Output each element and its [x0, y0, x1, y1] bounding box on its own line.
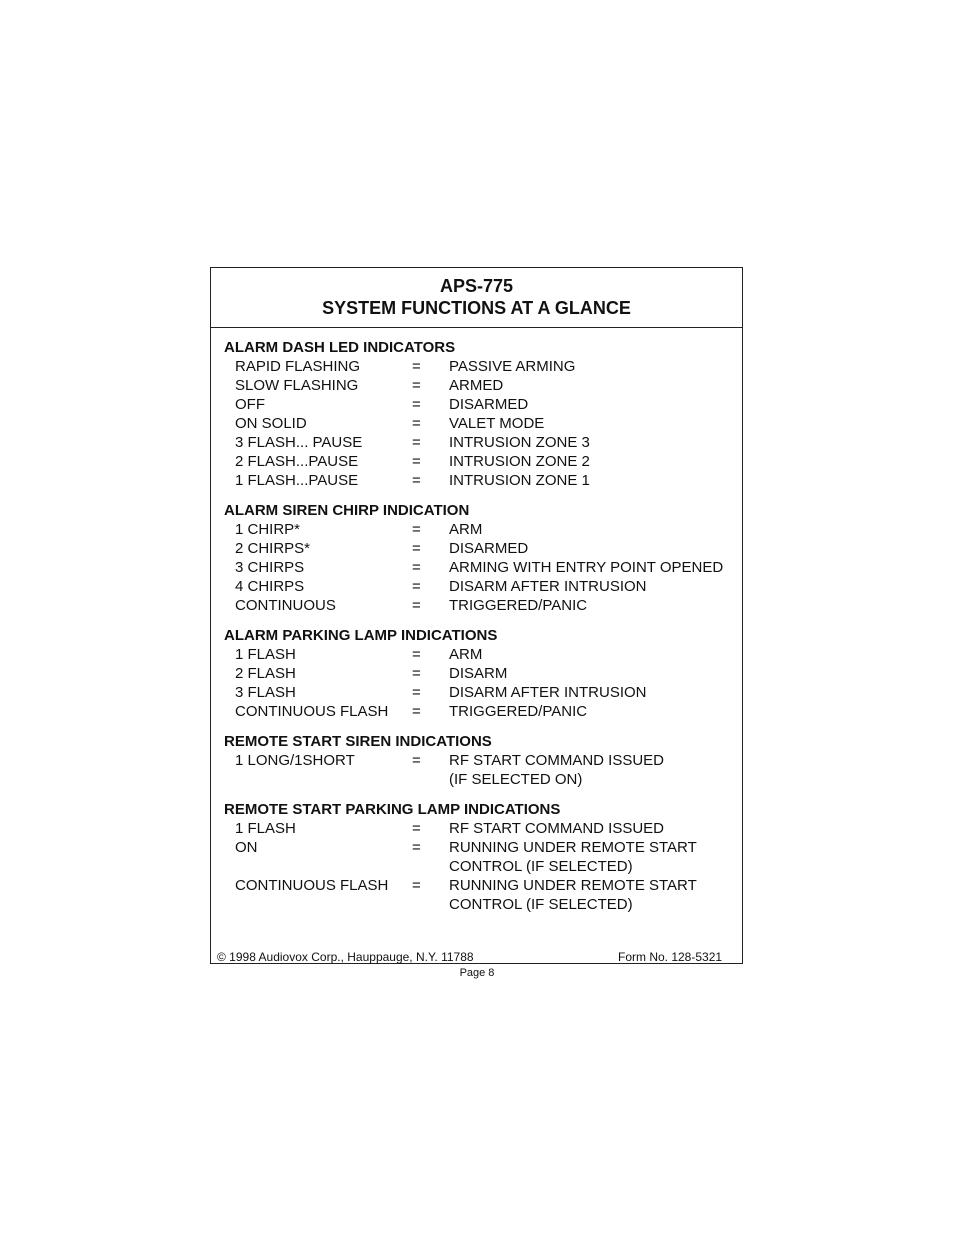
equals-sign: =	[412, 540, 421, 557]
equals-sign: =	[412, 415, 421, 432]
copyright-text: © 1998 Audiovox Corp., Hauppauge, N.Y. 11788	[217, 950, 474, 964]
indicator-row	[224, 414, 734, 433]
indicator-row	[224, 819, 734, 838]
equals-sign: =	[412, 820, 421, 837]
indicator-meaning: INTRUSION ZONE 1	[449, 472, 590, 489]
indicator-signal: 2 FLASH	[235, 665, 296, 682]
equals-sign: =	[412, 578, 421, 595]
indicator-row	[224, 702, 734, 721]
equals-sign: =	[412, 597, 421, 614]
indicator-meaning: RUNNING UNDER REMOTE START	[449, 839, 697, 856]
indicator-row	[224, 376, 734, 395]
equals-sign: =	[412, 703, 421, 720]
indicator-signal: 1 FLASH...PAUSE	[235, 472, 359, 489]
indicator-row	[224, 751, 734, 789]
indicator-row	[224, 471, 734, 490]
indicator-row	[224, 433, 734, 452]
indicator-signal: OFF	[235, 396, 265, 413]
section-title: REMOTE START PARKING LAMP INDICATIONS	[224, 801, 561, 818]
indicator-signal: SLOW FLASHING	[235, 377, 359, 394]
indicator-meaning: DISARM AFTER INTRUSION	[449, 684, 647, 701]
equals-sign: =	[412, 472, 421, 489]
indicator-signal: CONTINUOUS	[235, 597, 336, 614]
sections-list	[224, 338, 734, 925]
equals-sign: =	[412, 839, 421, 856]
indicator-row	[224, 395, 734, 414]
indicator-row	[224, 645, 734, 664]
section	[224, 626, 734, 721]
indicator-meaning: ARM	[449, 521, 483, 538]
equals-sign: =	[412, 684, 421, 701]
indicator-meaning: INTRUSION ZONE 2	[449, 453, 590, 470]
section	[224, 800, 734, 914]
indicator-meaning: ARMING WITH ENTRY POINT OPENED	[449, 559, 724, 576]
indicator-signal: 3 FLASH... PAUSE	[235, 434, 363, 451]
indicator-meaning: PASSIVE ARMING	[449, 358, 576, 375]
indicator-row	[224, 452, 734, 471]
indicator-meaning-cont: CONTROL (IF SELECTED)	[449, 896, 633, 913]
indicator-signal: 1 FLASH	[235, 646, 296, 663]
indicator-meaning: ARMED	[449, 377, 504, 394]
indicator-signal: 3 CHIRPS	[235, 559, 305, 576]
indicator-row	[224, 596, 734, 615]
equals-sign: =	[412, 434, 421, 451]
equals-sign: =	[412, 453, 421, 470]
indicator-meaning: TRIGGERED/PANIC	[449, 597, 588, 614]
indicator-signal: RAPID FLASHING	[235, 358, 361, 375]
indicator-row	[224, 520, 734, 539]
indicator-row	[224, 577, 734, 596]
equals-sign: =	[412, 877, 421, 894]
equals-sign: =	[412, 646, 421, 663]
system-functions-card	[210, 267, 743, 964]
indicator-row	[224, 876, 734, 914]
equals-sign: =	[412, 752, 421, 769]
indicator-row	[224, 539, 734, 558]
indicator-meaning: RUNNING UNDER REMOTE START	[449, 877, 697, 894]
card-header	[211, 268, 742, 328]
indicator-row	[224, 664, 734, 683]
indicator-signal: 2 CHIRPS*	[235, 540, 311, 557]
equals-sign: =	[412, 396, 421, 413]
indicator-meaning: DISARMED	[449, 396, 529, 413]
indicator-signal: ON SOLID	[235, 415, 307, 432]
page-number: Page 8	[459, 967, 495, 979]
equals-sign: =	[412, 377, 421, 394]
indicator-meaning: DISARM AFTER INTRUSION	[449, 578, 647, 595]
equals-sign: =	[412, 665, 421, 682]
indicator-meaning: DISARM	[449, 665, 508, 682]
model-title: APS-775	[439, 276, 514, 296]
page-title: SYSTEM FUNCTIONS AT A GLANCE	[322, 298, 631, 318]
section-title: ALARM PARKING LAMP INDICATIONS	[224, 627, 498, 644]
equals-sign: =	[412, 358, 421, 375]
indicator-meaning-cont: CONTROL (IF SELECTED)	[449, 858, 633, 875]
equals-sign: =	[412, 559, 421, 576]
indicator-meaning: ARM	[449, 646, 483, 663]
equals-sign: =	[412, 521, 421, 538]
indicator-row	[224, 357, 734, 376]
indicator-signal: 1 LONG/1SHORT	[235, 752, 355, 769]
form-number: Form No. 128-5321	[618, 950, 723, 964]
section	[224, 732, 734, 789]
indicator-meaning: RF START COMMAND ISSUED	[449, 752, 665, 769]
section	[224, 501, 734, 615]
indicator-signal: CONTINUOUS FLASH	[235, 877, 389, 894]
indicator-row	[224, 683, 734, 702]
indicator-row	[224, 558, 734, 577]
indicator-row	[224, 838, 734, 876]
indicator-signal: 1 FLASH	[235, 820, 296, 837]
indicator-signal: CONTINUOUS FLASH	[235, 703, 389, 720]
indicator-signal: 1 CHIRP*	[235, 521, 301, 538]
indicator-signal: 2 FLASH...PAUSE	[235, 453, 359, 470]
indicator-meaning: RF START COMMAND ISSUED	[449, 820, 665, 837]
indicator-meaning: VALET MODE	[449, 415, 545, 432]
indicator-signal: 4 CHIRPS	[235, 578, 305, 595]
indicator-signal: ON	[235, 839, 258, 856]
section-title: ALARM SIREN CHIRP INDICATION	[224, 502, 470, 519]
indicator-signal: 3 FLASH	[235, 684, 296, 701]
indicator-meaning: INTRUSION ZONE 3	[449, 434, 590, 451]
section-title: REMOTE START SIREN INDICATIONS	[224, 733, 492, 750]
indicator-meaning: TRIGGERED/PANIC	[449, 703, 588, 720]
indicator-meaning: DISARMED	[449, 540, 529, 557]
indicator-meaning-cont: (IF SELECTED ON)	[449, 771, 583, 788]
section-title: ALARM DASH LED INDICATORS	[224, 339, 456, 356]
section	[224, 338, 734, 490]
